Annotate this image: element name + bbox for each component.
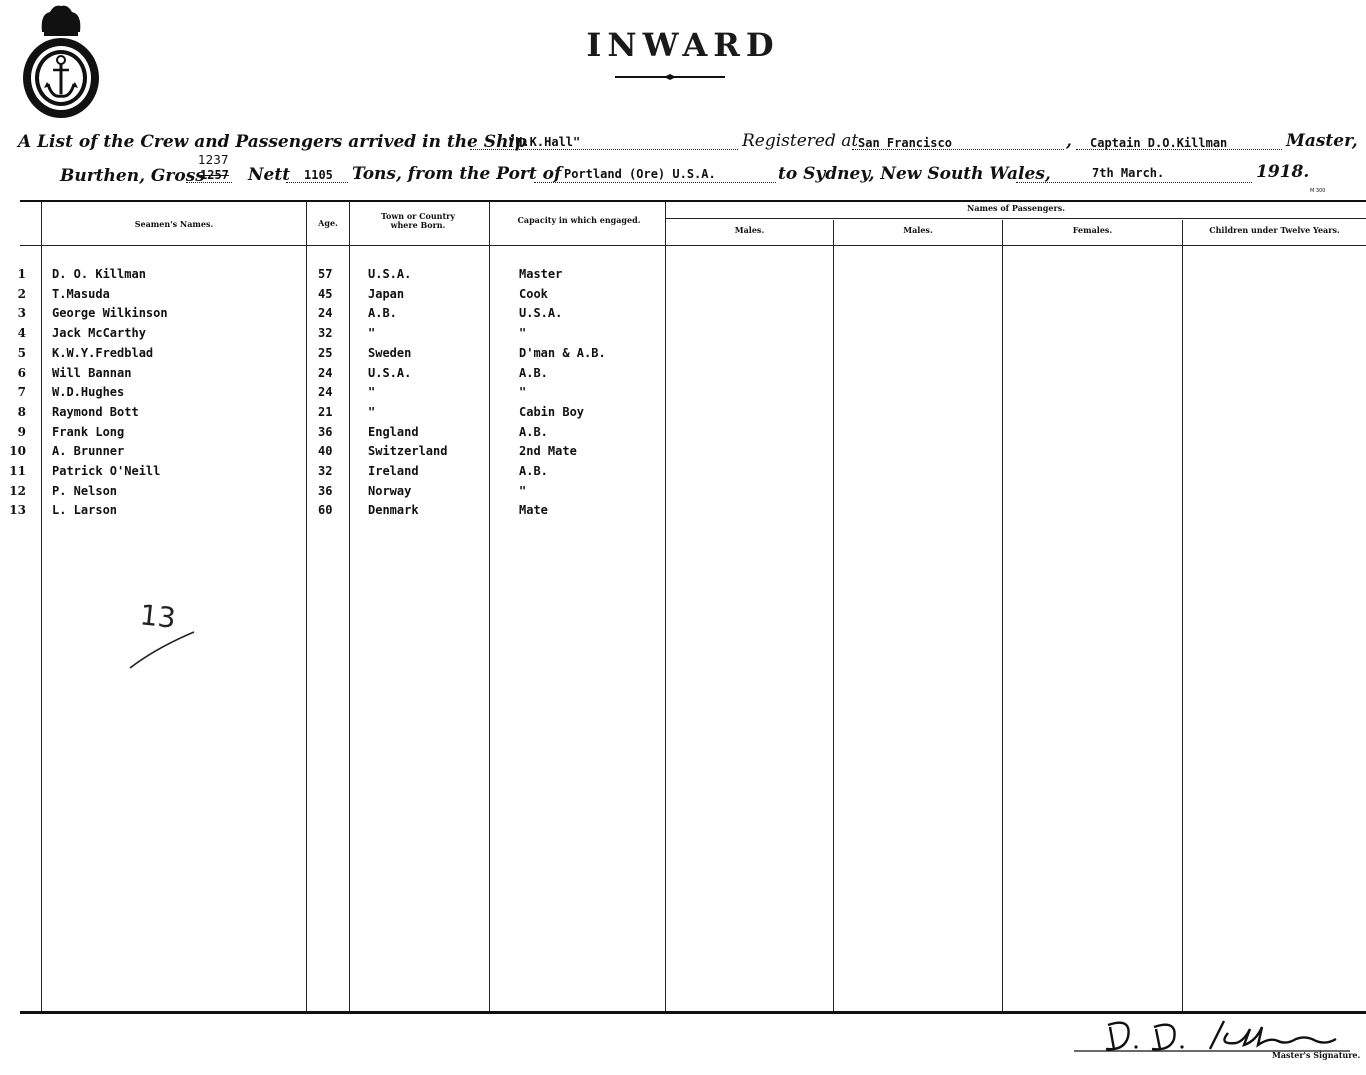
seaman-name: Raymond Bott <box>52 405 139 419</box>
seaman-capacity: A.B. <box>519 464 548 478</box>
col-header-born: Town or Country where Born. <box>380 211 456 230</box>
seaman-capacity: A.B. <box>519 425 548 439</box>
seaman-birthplace: " <box>368 326 376 340</box>
ship-name: "H.K.Hall" <box>508 135 581 149</box>
table-top-rule <box>20 200 1366 202</box>
seaman-capacity: " <box>519 385 527 399</box>
seaman-capacity: D'man & A.B. <box>519 346 606 360</box>
burthen-label: Burthen, Gross <box>60 166 205 186</box>
row-number: 6 <box>17 366 26 380</box>
intro-prefix: A List of the Crew and Passengers arrived in the Ship <box>18 132 527 152</box>
seaman-birthplace: Japan <box>368 287 405 301</box>
col-header-children: Children under Twelve Years. <box>1209 225 1340 235</box>
row-number: 10 <box>9 444 26 458</box>
seaman-capacity: Cabin Boy <box>519 405 585 419</box>
seaman-age: 32 <box>318 464 333 478</box>
seaman-name: K.W.Y.Fredblad <box>52 346 154 360</box>
seaman-birthplace: " <box>368 405 376 419</box>
seaman-capacity: 2nd Mate <box>519 444 577 458</box>
seaman-name: T.Masuda <box>52 287 110 301</box>
seaman-birthplace: U.S.A. <box>368 366 412 380</box>
handwritten-crew-count: 13 <box>138 598 178 635</box>
seaman-capacity: " <box>519 484 527 498</box>
seaman-name: Will Bannan <box>52 366 132 380</box>
seaman-age: 21 <box>318 405 333 419</box>
row-number: 1 <box>17 267 26 281</box>
row-number: 9 <box>17 425 26 439</box>
seaman-birthplace: Sweden <box>368 346 412 360</box>
seaman-birthplace: Norway <box>368 484 412 498</box>
seaman-age: 36 <box>318 484 333 498</box>
document-title: INWARD <box>586 26 780 64</box>
seaman-name: P. Nelson <box>52 484 118 498</box>
seaman-name: Patrick O'Neill <box>52 464 161 478</box>
col-divider-3 <box>349 202 350 1011</box>
arrival-date: 7th March. <box>1092 166 1165 180</box>
form-code: M 300 <box>1310 188 1326 194</box>
col-header-males-2: Males. <box>903 225 933 235</box>
seaman-name: D. O. Killman <box>52 267 146 281</box>
master-label: Master, <box>1286 131 1358 151</box>
seaman-age: 24 <box>318 306 333 320</box>
col-header-passengers: Names of Passengers. <box>967 203 1065 213</box>
seaman-birthplace: Denmark <box>368 503 419 517</box>
seaman-name: A. Brunner <box>52 444 125 458</box>
signature-label: Master's Signature. <box>1272 1050 1361 1060</box>
row-number: 12 <box>9 484 26 498</box>
seaman-age: 60 <box>318 503 333 517</box>
col-divider-6 <box>833 220 834 1011</box>
seaman-age: 25 <box>318 346 333 360</box>
seaman-birthplace: Switzerland <box>368 444 448 458</box>
row-number: 11 <box>9 464 26 478</box>
col-header-females: Females. <box>1072 225 1113 235</box>
seaman-capacity: " <box>519 326 527 340</box>
seaman-capacity: U.S.A. <box>519 306 563 320</box>
comma-sep: , <box>1066 131 1072 151</box>
nett-line <box>286 182 348 183</box>
handwritten-tally-stroke <box>126 628 198 672</box>
col-divider-8 <box>1182 220 1183 1011</box>
seaman-capacity: A.B. <box>519 366 548 380</box>
seaman-birthplace: Ireland <box>368 464 419 478</box>
seaman-age: 24 <box>318 366 333 380</box>
port-line <box>534 182 776 183</box>
row-number: 7 <box>17 385 26 399</box>
date-line <box>1016 182 1252 183</box>
col-divider-2 <box>306 202 307 1011</box>
seaman-birthplace: " <box>368 385 376 399</box>
arrival-year: 1918. <box>1256 162 1310 182</box>
col-header-capacity: Capacity in which engaged. <box>517 215 641 225</box>
tons-label: Tons, from the Port of <box>352 164 562 184</box>
ship-name-line <box>470 149 738 150</box>
nett-label: Nett <box>248 165 291 185</box>
destination-label: to Sydney, New South Wales, <box>778 164 1051 184</box>
col-header-males-1: Males. <box>734 225 765 235</box>
seaman-age: 36 <box>318 425 333 439</box>
col-divider-4 <box>489 202 490 1011</box>
row-number: 13 <box>9 503 26 517</box>
seaman-age: 40 <box>318 444 333 458</box>
seaman-birthplace: England <box>368 425 419 439</box>
seaman-capacity: Master <box>519 267 563 281</box>
row-number: 8 <box>17 405 26 419</box>
gross-handwritten-correction: 1237 <box>198 153 229 167</box>
row-number: 3 <box>17 306 26 320</box>
nett-tonnage: 1105 <box>304 168 333 182</box>
seaman-birthplace: U.S.A. <box>368 267 412 281</box>
registered-label: Registered at <box>742 131 859 151</box>
seaman-capacity: Mate <box>519 503 548 517</box>
passenger-sub-rule <box>666 218 1366 219</box>
row-number: 4 <box>17 326 26 340</box>
seaman-name: Jack McCarthy <box>52 326 146 340</box>
table-bottom-rule <box>20 1011 1366 1014</box>
registered-port: San Francisco <box>858 136 952 150</box>
title-underline-ornament <box>615 74 725 80</box>
seaman-age: 24 <box>318 385 333 399</box>
seaman-name: L. Larson <box>52 503 118 517</box>
col-divider-5 <box>665 202 666 1011</box>
captain-name: Captain D.O.Killman <box>1090 136 1228 150</box>
seaman-name: W.D.Hughes <box>52 385 125 399</box>
port-of-departure: Portland (Ore) U.S.A. <box>564 167 716 181</box>
gross-line <box>186 182 232 183</box>
col-header-name: Seamen's Names. <box>134 219 214 229</box>
gross-tonnage: 1257 <box>200 168 229 182</box>
seaman-name: George Wilkinson <box>52 306 168 320</box>
header-bottom-rule <box>20 245 1366 246</box>
seaman-capacity: Cook <box>519 287 548 301</box>
col-divider-7 <box>1002 220 1003 1011</box>
col-header-age: Age. <box>318 218 338 228</box>
seaman-name: Frank Long <box>52 425 125 439</box>
seaman-age: 32 <box>318 326 333 340</box>
seaman-birthplace: A.B. <box>368 306 397 320</box>
col-divider-1 <box>41 202 42 1011</box>
seaman-age: 45 <box>318 287 333 301</box>
seaman-age: 57 <box>318 267 333 281</box>
row-number: 5 <box>17 346 26 360</box>
row-number: 2 <box>17 287 26 301</box>
